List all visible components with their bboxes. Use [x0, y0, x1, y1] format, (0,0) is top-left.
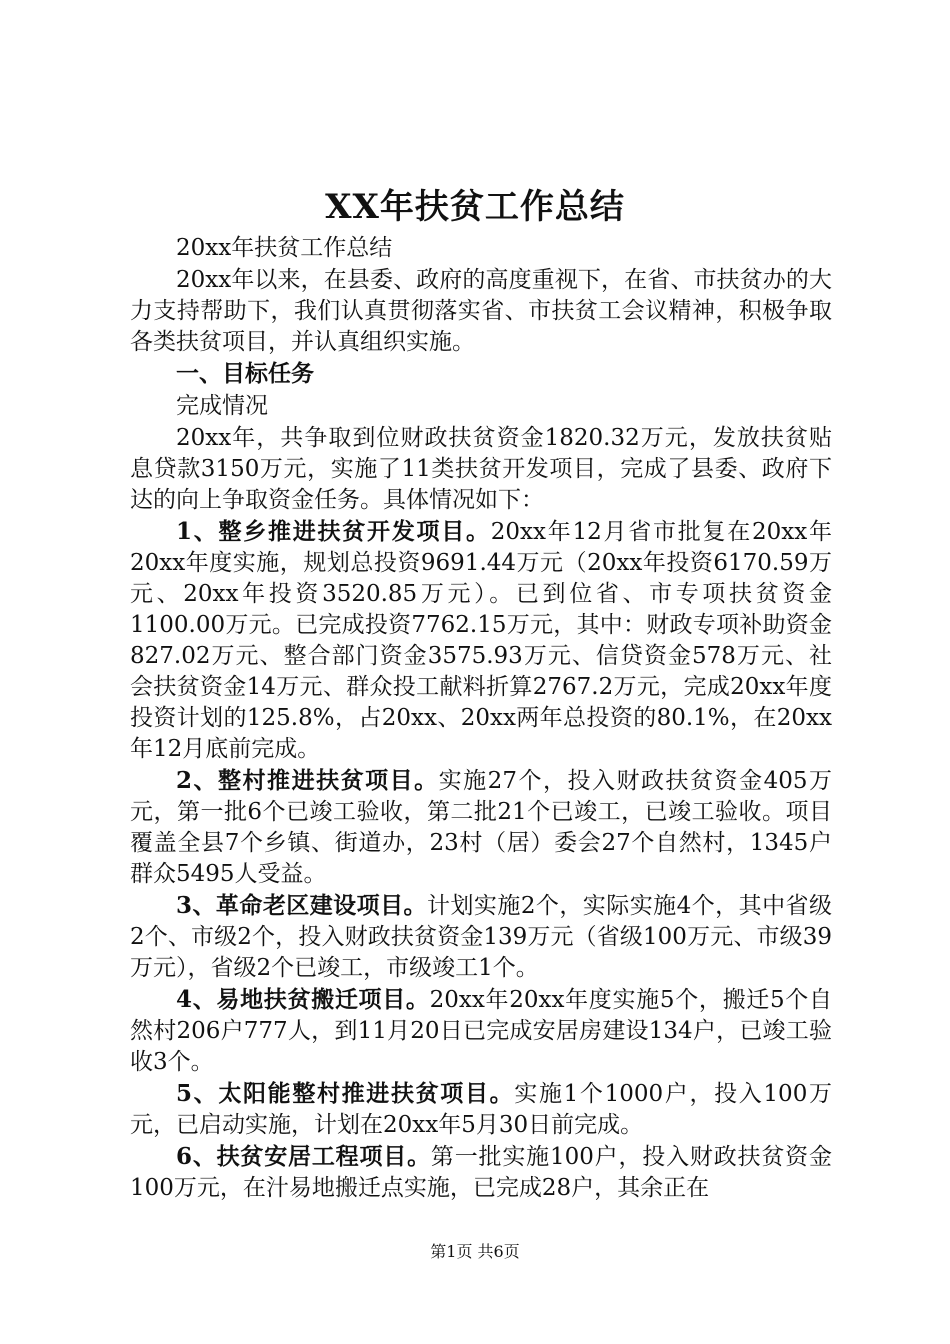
page-footer: 第1页 共6页 [430, 1242, 520, 1261]
paragraph-text: 20xx年12月省市批复在20xx年20xx年度实施，规划总投资9691.44万元（20xx年投资6170.59万元、20xx年投资3520.85万元）。已到位省、市专项扶贫资金1100.00万元。已完成投资7762.15万元，其中：财政专项补助资金827.02万元、整合部门资金3575.93万元、信贷资金578万元、社会扶贫资金14万元、群众投工献料折算2767.2万元，完成20xx年度投资计划的125.8%，占20xx、20xx两年总投资的80.1%，在20xx年12月底前完成。 [130, 519, 832, 762]
paragraph-text: 20xx年，共争取到位财政扶贫资金1820.32万元，发放扶贫贴息贷款3150万元，实施了11类扶贫开发项目，完成了县委、政府下达的向上争取资金任务。具体情况如下： [130, 425, 832, 513]
paragraph-heading: 1、整乡推进扶贫开发项目。 [176, 518, 491, 545]
section-heading [130, 358, 832, 390]
paragraph-text: 完成情况 [176, 393, 268, 419]
paragraph [130, 1141, 832, 1204]
paragraph [130, 232, 832, 264]
paragraph-text: 20xx年20xx年度实施5个，搬迁5个自然村206户777人，到11月20日已完成安居房建设134户，已竣工验收3个。 [130, 987, 832, 1075]
document-title: XX年扶贫工作总结 [325, 187, 625, 227]
paragraph [130, 264, 832, 358]
paragraph [130, 890, 832, 984]
paragraph-text: 20xx年扶贫工作总结 [176, 235, 393, 261]
paragraph-heading: 4、易地扶贫搬迁项目。 [176, 986, 430, 1013]
paragraph-heading: 2、整村推进扶贫项目。 [176, 767, 439, 794]
paragraph-heading: 一、目标任务 [176, 360, 314, 387]
document-body [130, 232, 832, 1204]
paragraph-heading: 6、扶贫安居工程项目。 [176, 1143, 431, 1170]
paragraph [130, 516, 832, 765]
paragraph-heading: 3、革命老区建设项目。 [176, 892, 427, 919]
paragraph [130, 422, 832, 516]
paragraph [130, 1078, 832, 1141]
paragraph-text: 20xx年以来，在县委、政府的高度重视下，在省、市扶贫办的大力支持帮助下，我们认真贯彻落实省、市扶贫工会议精神，积极争取各类扶贫项目，并认真组织实施。 [130, 267, 832, 355]
paragraph [130, 984, 832, 1078]
paragraph-text: 计划实施2个，实际实施4个，其中省级2个、市级2个，投入财政扶贫资金139万元（省级100万元、市级39万元），省级2个已竣工，市级竣工1个。 [130, 893, 832, 981]
paragraph-text: 实施27个，投入财政扶贫资金405万元，第一批6个已竣工验收，第二批21个已竣工，已竣工验收。项目覆盖全县7个乡镇、街道办，23村（居）委会27个自然村，1345户群众5495人受益。 [130, 768, 832, 887]
paragraph [130, 390, 832, 422]
paragraph [130, 765, 832, 890]
paragraph-text: 第一批实施100户，投入财政扶贫资金100万元，在汁易地搬迁点实施，已完成28户，其余正在 [130, 1144, 832, 1201]
paragraph-heading: 5、太阳能整村推进扶贫项目。 [176, 1080, 515, 1107]
paragraph-text: 实施1个1000户，投入100万元，已启动实施，计划在20xx年5月30日前完成。 [130, 1081, 832, 1138]
